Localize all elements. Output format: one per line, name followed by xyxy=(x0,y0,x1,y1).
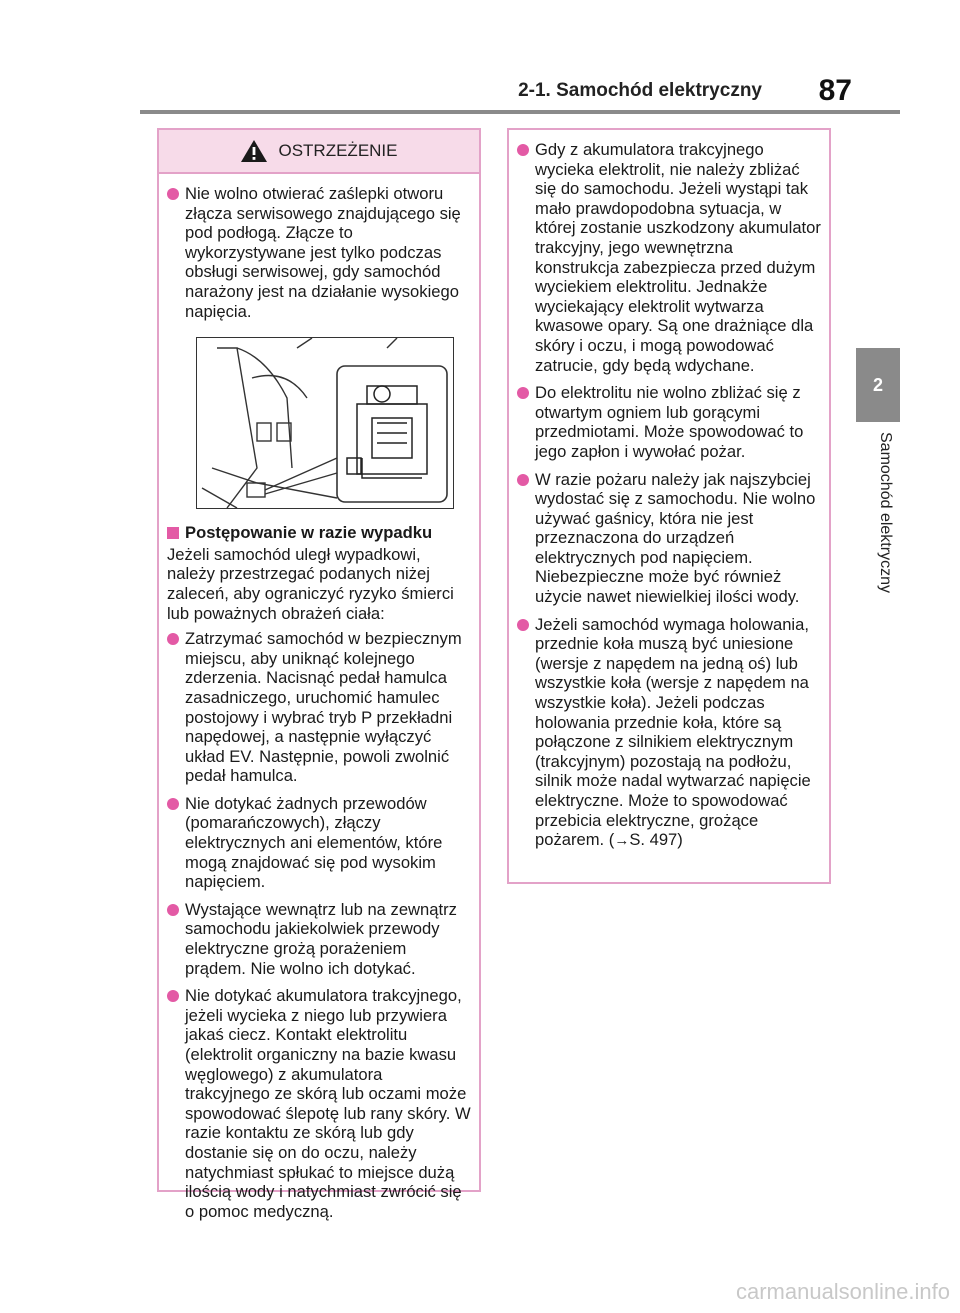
bullet-text: Do elektrolitu nie wolno zbliżać się z otwartym ogniem lub gorącymi przedmiotami. Może spowodować to jego zapłon i wywołać pożar. xyxy=(535,383,804,461)
bullet-text: Zatrzymać samochód w bezpiecznym miejscu, aby uniknąć kolejnego zderzenia. Nacisnąć pedał hamulca zasadniczego, uruchomić hamulec postojowy i wybrać tryb P przekładni napędowej, a następnie wyłączyć układ EV. Następnie, powoli zwolnić pedał hamulca. xyxy=(185,629,462,786)
warning-title: OSTRZEŻENIE xyxy=(278,141,398,160)
bullet-dot-icon xyxy=(167,990,179,1002)
chapter-title: 2-1. Samochód elektryczny xyxy=(518,80,762,101)
bullet-dot-icon xyxy=(517,619,529,631)
bullet-text: W razie pożaru należy jak najszybciej wydostać się z samochodu. Nie wolno używać gaśnicy, która nie jest przeznaczona do urządzeń elektrycznych pod napięciem. Niebezpieczne może być również użycie nawet niewielkiej ilości wody. xyxy=(535,469,816,607)
warning-content-left xyxy=(159,174,479,1221)
bullet-dot-icon xyxy=(167,904,179,916)
section-square-icon xyxy=(167,527,179,539)
warning-box-right xyxy=(507,128,831,884)
page-reference-link[interactable]: S. 497) xyxy=(629,830,683,850)
warning-box-left xyxy=(157,128,481,1221)
list-item xyxy=(167,629,471,786)
warning-content-right xyxy=(509,130,829,851)
bullet-text: Nie wolno otwierać zaślepki otworu złącza serwisowego znajdującego się pod podłogą. Złącze to wykorzystywane jest tylko podczas obsługi serwisowej, gdy samochód narażony jest na działanie wysokiego napięcia. xyxy=(185,184,461,321)
bullet-dot-icon xyxy=(167,188,179,200)
bullet-dot-icon xyxy=(517,387,529,399)
arrow-right-icon: → xyxy=(614,832,630,850)
bullet-dot-icon xyxy=(167,798,179,810)
warning-header xyxy=(159,130,479,174)
list-item xyxy=(517,383,821,461)
service-plug-drawing xyxy=(197,338,453,508)
list-item xyxy=(517,470,821,607)
bullet-text: Gdy z akumulatora trakcyjnego wycieka elektrolit, nie należy zbliżać się do samochodu. Jeżeli wystąpi tak mało prawdopodobna sytuacja, w której zostanie uszkodzony akumulator trakcyjny, jego wewnętrzna konstrukcja zabezpiecza przed dużym wyciekiem elektrolitu. Jednakże wyciekający elektrolit wytwarza kwasowe opary. Są one drażniące dla skóry i oczu, i mogą powodować zatrucie, gdy będą wdychane. xyxy=(535,140,821,375)
bullet-dot-icon xyxy=(167,633,179,645)
bullet-text: Wystające wewnątrz lub na zewnątrz samochodu jakiekolwiek przewody elektryczne grożą porażeniem prądem. Nie wolno ich dotykać. xyxy=(185,899,457,978)
list-item xyxy=(167,794,471,892)
list-item xyxy=(167,184,471,321)
chapter-tab-number: 2 xyxy=(872,374,883,395)
section-title xyxy=(167,523,471,543)
warning-triangle-icon xyxy=(240,139,268,163)
watermark: carmanualsonline.info xyxy=(735,1279,950,1304)
bullet-dot-icon xyxy=(517,144,529,156)
chapter-tab xyxy=(856,348,900,422)
bullet-text: Nie dotykać żadnych przewodów (pomarańczowych), złączy elektrycznych ani elementów, które mogą znajdować się pod wysokim napięciem. xyxy=(185,793,443,892)
page-header xyxy=(140,74,900,118)
header-rule xyxy=(140,110,900,114)
list-item xyxy=(167,900,471,978)
bullet-text: Jeżeli samochód wymaga holowania, przednie koła muszą być uniesione (wersje z napędem na jedną oś) lub wszystkie koła (wersje z napędem na wszystkie koła). Jeżeli podczas holowania przednie koła, które są połączone z silnikiem elektrycznym (trakcyjnym) pozostają na podłożu, silnik może nadal wytwarzać napięcie elektryczne. Może to spowodować przebicia elektryczne, grożące pożarem. ( xyxy=(535,614,811,850)
service-plug-illustration xyxy=(196,337,454,509)
bullet-dot-icon xyxy=(517,474,529,486)
bullet-text: Nie dotykać akumulatora trakcyjnego, jeżeli wycieka z niego lub przywiera jakaś ciecz. Kontakt elektrolitu (elektrolit organiczny na bazie kwasu węglowego) z akumulatora trakcyjnego ze skórą lub oczami może spowodować ślepotę lub rany skóry. W razie kontaktu ze skórą lub gdy dostanie się on do oczu, należy natychmiast spłukać to miejsce dużą ilością wody i natychmiast zwrócić się o pomoc medyczną. xyxy=(185,986,471,1221)
list-item xyxy=(517,615,821,851)
section-intro: Jeżeli samochód uległ wypadkowi, należy przestrzegać podanych niżej zaleceń, aby ograniczyć ryzyko śmierci lub poważnych obrażeń ciała: xyxy=(167,544,454,623)
chapter-side-label: Samochód elektryczny xyxy=(877,432,894,593)
list-item xyxy=(517,140,821,375)
page-number: 87 xyxy=(818,74,852,107)
list-item xyxy=(167,986,471,1221)
section-title-text: Postępowanie w razie wypadku xyxy=(185,523,433,543)
